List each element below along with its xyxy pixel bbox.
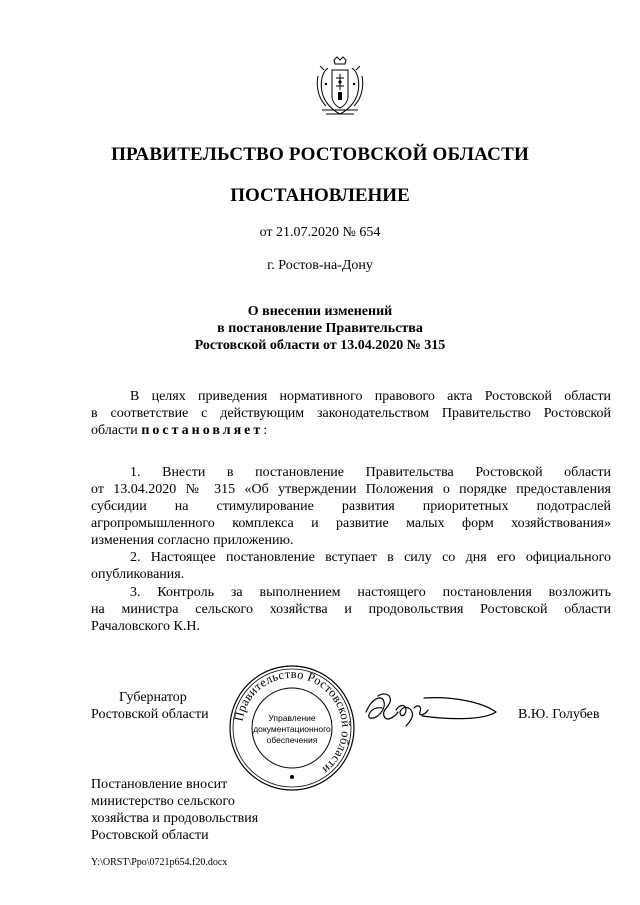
preamble-prefix: области [91,423,138,438]
official-stamp [228,664,356,792]
handwritten-signature [362,686,502,732]
stamp-outer-text: Правительство Ростовской области [231,666,354,777]
item-2-line: 2. Настоящее постановление вступает в силу со дня его официального [130,550,611,565]
item-3-line: 3. Контроль за выполнением настоящего постановления возложить [130,585,611,600]
item-1-line: от 13.04.2020 № 315 «Об утверждении Положения о порядке предоставления [91,482,611,497]
preamble-colon: : [263,423,268,438]
file-path: Y:\ORST\Ppo\0721p654.f20.docx [91,857,228,868]
stamp-inner-text: обеспечения [266,735,318,745]
subject-heading [150,303,490,354]
item-1-line: субсидии на стимулирование развития приоритетных подотраслей [91,499,611,514]
introduced-by-line: хозяйства и продовольствия [91,811,259,826]
coat-of-arms-icon [314,56,366,118]
government-title: ПРАВИТЕЛЬСТВО РОСТОВСКОЙ ОБЛАСТИ [111,144,529,165]
preamble-line: В целях приведения нормативного правового акта Ростовской области [130,389,611,404]
introduced-by-line: министерство сельского [91,794,235,809]
subject-line: О внесении изменений [247,304,393,319]
item-2-line: опубликования. [91,567,185,582]
item-1-line: 1. Внести в постановление Правительства Ростовской области [130,465,611,480]
item-3-line: Рачаловского К.Н. [91,619,200,634]
introduced-by-line: Ростовской области [91,828,209,843]
signatory-position: Губернатор [119,690,187,705]
stamp-inner-text: Управление [268,713,316,723]
subject-line: в постановление Правительства [217,321,423,336]
subject-line: Ростовской области от 13.04.2020 № 315 [194,338,446,353]
signatory-region: Ростовской области [91,707,209,722]
item-1-line: изменения согласно приложению. [91,533,294,548]
item-3-line: на министра сельского хозяйства и продовольствия Ростовской области [91,602,611,617]
resolves-word: постановляет [141,423,264,438]
document-type-title: ПОСТАНОВЛЕНИЕ [230,185,410,206]
signatory-name: В.Ю. Голубев [518,707,600,722]
introduced-by-line: Постановление вносит [91,777,228,792]
preamble-line: в соответствие с действующим законодательством Правительство Ростовской [91,406,611,421]
preamble-line [91,422,611,439]
item-1-line: агропромышленного комплекса и развитие малых форм хозяйствования» [91,516,611,531]
stamp-inner-text: документационного [253,724,331,734]
date-number-line: от 21.07.2020 № 654 [259,225,381,240]
city-line: г. Ростов-на-Дону [267,258,373,273]
